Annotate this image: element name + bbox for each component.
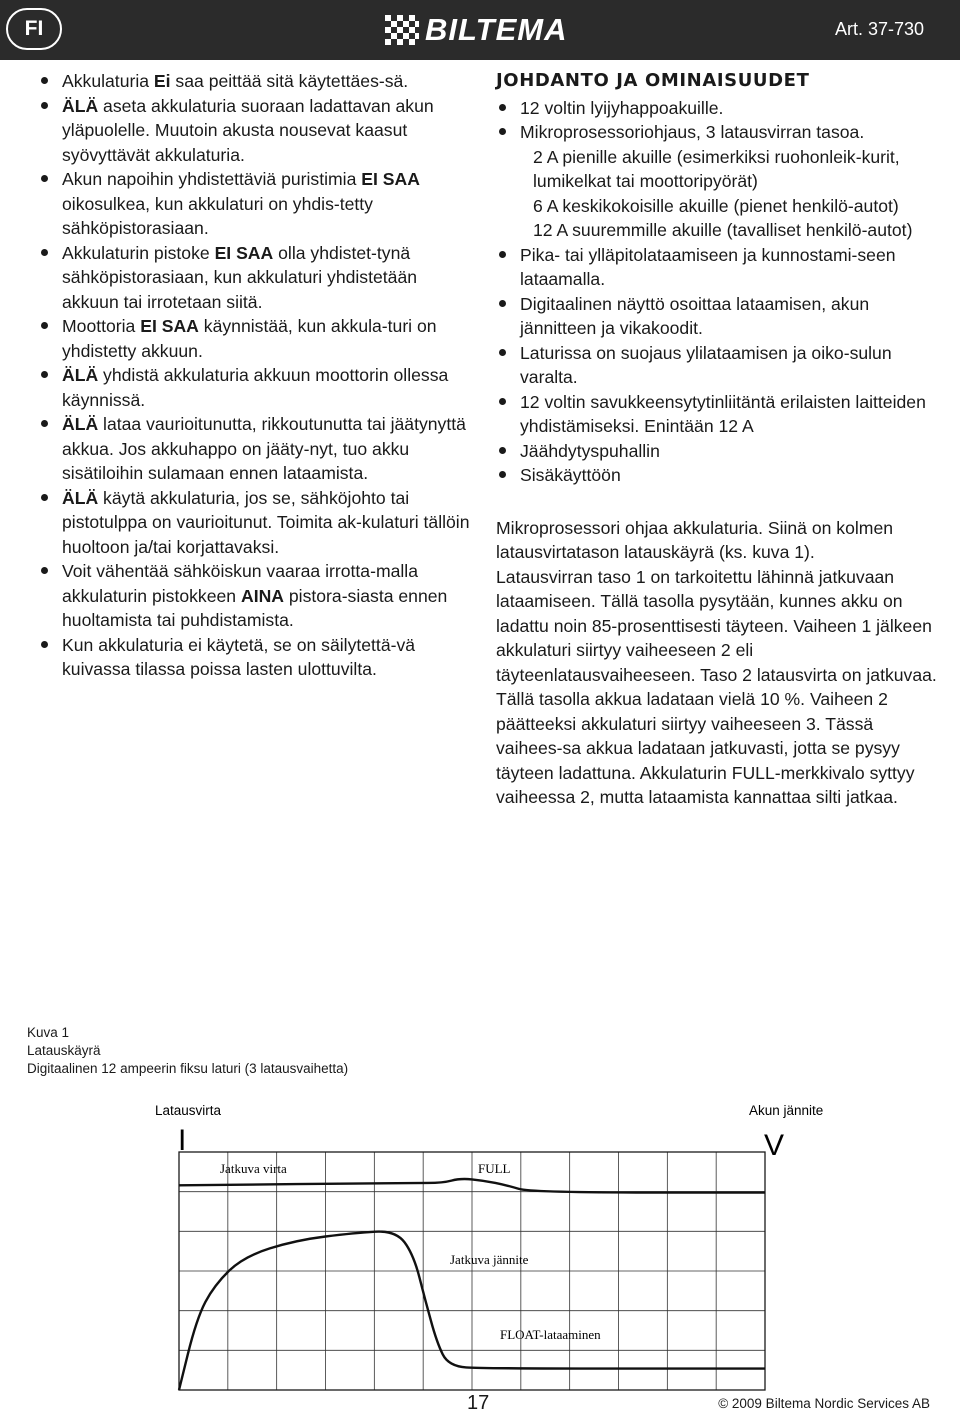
- annotation-float-charging: FLOAT-lataaminen: [500, 1327, 601, 1342]
- safety-list-item: ÄLÄ aseta akkulaturia suoraan ladattavan akun yläpuolelle. Muutoin akusta nousevat kaasut syövyttävät akkulaturia.: [38, 94, 478, 168]
- article-number: Art. 37-730: [834, 19, 924, 39]
- right-axis-symbol: V: [764, 1129, 785, 1162]
- emphasis: EI SAA: [214, 242, 274, 263]
- section-title: JOHDANTO JA OMINAISUUDET: [496, 70, 810, 91]
- features-sub-item: 12 A suuremmille akuille (tavalliset henkilö-autot): [533, 220, 913, 240]
- annotation-full: FULL: [478, 1161, 511, 1176]
- safety-list-item: ÄLÄ lataa vaurioitunutta, rikkoutunutta tai jäätynyttä akkua. Jos akkuhappo on jääty-nyt, tuo akku sisätiloihin sulamaan ennen lataamista.: [38, 412, 478, 486]
- emphasis: EI SAA: [361, 169, 420, 189]
- features-list-item: Mikroprosessoriohjaus, 3 latausvirran tasoa.: [496, 120, 944, 145]
- left-axis-label: Latausvirta: [155, 1103, 222, 1118]
- safety-list-item: ÄLÄ käytä akkulaturia, jos se, sähköjohto tai pistotulppa on vaurioitunut. Toimita ak-kulaturi tällöin huoltoon ja/tai korjattavaksi.: [38, 486, 478, 560]
- copyright: © 2009 Biltema Nordic Services AB: [718, 1396, 930, 1411]
- annotation-constant-voltage: Jatkuva jännite: [450, 1252, 529, 1267]
- safety-list-item: Akkulaturin pistoke EI SAA olla yhdistet-tynä sähköpistorasiaan, kun akkulaturi yhdistetään akkuun tai irrotetaan siitä.: [38, 241, 478, 315]
- paragraph-microprocessor: Mikroprosessori ohjaa akkulaturia. Siinä on kolmen latausvirtatason latauskäyrä (ks. kuva 1).: [496, 517, 894, 562]
- emphasis: ÄLÄ: [62, 487, 99, 508]
- safety-list-item: Akkulaturia Ei saa peittää sitä käytettäes-sä.: [38, 69, 478, 94]
- figure-number: Kuva 1: [27, 1025, 70, 1040]
- emphasis: Ei: [153, 71, 171, 91]
- emphasis: AINA: [240, 585, 284, 606]
- features-list-item: Pika- tai ylläpitolataamiseen ja kunnostami-seen lataamalla.: [496, 243, 944, 292]
- features-sub-item: 2 A pienille akuille (esimerkiksi ruohonleik-kurit, lumikelkat tai moottoripyörät): [533, 146, 900, 191]
- features-list-item: Jäähdytyspuhallin: [496, 439, 944, 464]
- paragraph-charging-levels: Latausvirran taso 1 on tarkoitettu lähinnä jatkuvaan lataamiseen. Tällä tasolla pysytään, kunnes akku on ladattu noin 85-prosenttisesti täyteen. Vaiheen 1 jälkeen akkulaturi siirtyy vaiheeseen 2 eli täyteenlatausvaiheeseen. Taso 2 latausvirta on jatkuvaa. Tällä tasolla akkua ladataan vielä 10 %. Vaiheen 2 päätteeksi akkulaturi siirtyy vaiheeseen 3. Tässä vaihees-sa akkua ladataan jatkuvasti, jotta se pysyy täyteen ladattuna. Akkulaturin FULL-merkkivalo syttyy vaiheessa 2, mutta lataamista kannattaa silti jatkaa.: [496, 566, 937, 807]
- annotation-constant-current: Jatkuva virta: [220, 1161, 287, 1176]
- language-badge: FI: [6, 8, 62, 50]
- figure-subtitle: Digitaalinen 12 ampeerin fiksu laturi (3 latausvaihetta): [27, 1061, 349, 1076]
- features-list-item: Sisäkäyttöön: [496, 463, 944, 488]
- safety-list-item: Voit vähentää sähköiskun vaaraa irrotta-malla akkulaturin pistokkeen AINA pistora-siasta ennen huoltamista tai puhdistamista.: [38, 559, 478, 633]
- features-list-item: 12 voltin lyijyhappoakuille.: [496, 96, 944, 121]
- emphasis: ÄLÄ: [62, 414, 99, 434]
- safety-list-item: Moottoria EI SAA käynnistää, kun akkula-turi on yhdistetty akkuun.: [38, 314, 478, 363]
- safety-list-item: Akun napoihin yhdistettäviä puristimia EI SAA oikosulkea, kun akkulaturi on yhdis-tetty sähköpistorasiaan.: [38, 167, 478, 241]
- chart-grid: [179, 1152, 765, 1390]
- emphasis: EI SAA: [140, 316, 199, 336]
- features-list-item: Laturissa on suojaus ylilataamisen ja oiko-sulun varalta.: [496, 341, 944, 390]
- features-list-item: Digitaalinen näyttö osoittaa lataamisen, akun jännitteen ja vikakoodit.: [496, 292, 944, 341]
- safety-list-item: ÄLÄ yhdistä akkulaturia akkuun moottorin ollessa käynnissä.: [38, 363, 478, 412]
- emphasis: ÄLÄ: [62, 365, 99, 385]
- safety-list-item: Kun akkulaturia ei käytetä, se on säilytettä-vä kuivassa tilassa poissa lasten ulottuvilta.: [38, 633, 478, 682]
- left-axis-symbol: I: [178, 1124, 187, 1157]
- emphasis: ÄLÄ: [62, 95, 99, 116]
- features-list-item: 12 voltin savukkeensytytinliitäntä erilaisten laitteiden yhdistämiseksi. Enintään 12 A: [496, 390, 944, 439]
- page-number: 17: [467, 1392, 490, 1414]
- features-sub-item: 6 A keskikokoisille akuille (pienet henkilö-autot): [533, 195, 899, 216]
- brand-name: BILTEMA: [425, 12, 568, 47]
- right-axis-label: Akun jännite: [749, 1103, 824, 1118]
- figure-title: Latauskäyrä: [27, 1043, 101, 1058]
